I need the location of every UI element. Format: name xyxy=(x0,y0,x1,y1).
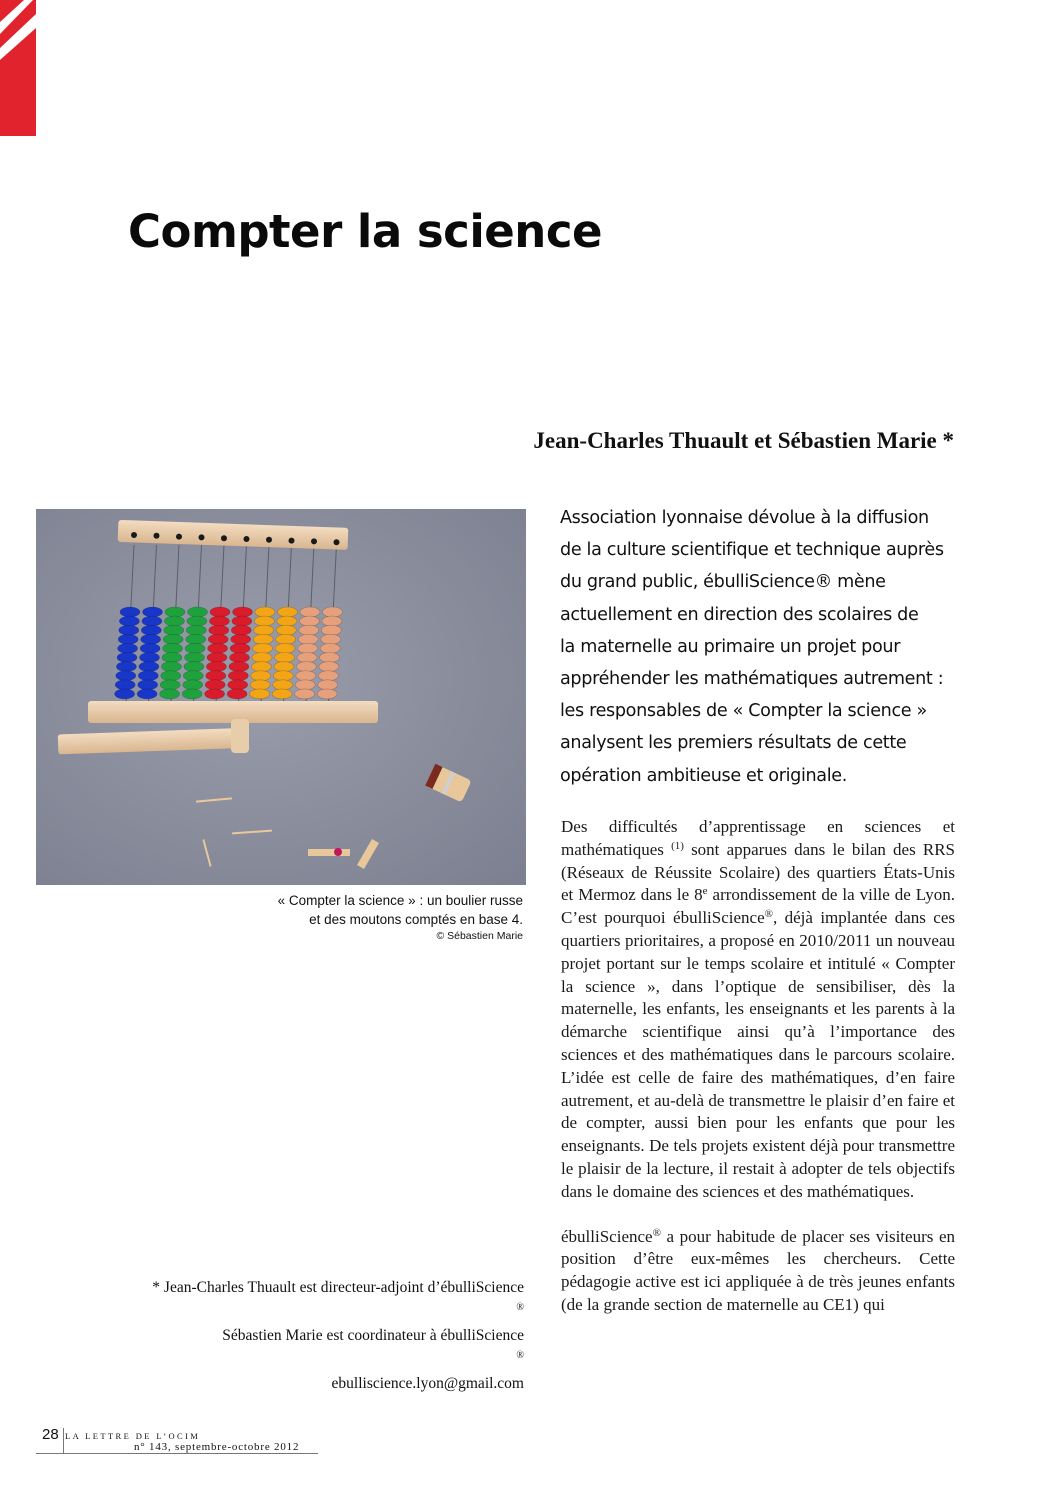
authors-byline: Jean-Charles Thuault et Sébastien Marie * xyxy=(533,428,954,453)
lead-line: appréhender les mathématiques autrement : xyxy=(560,669,944,690)
footnote-line-2: Sébastien Marie est coordinateur à ébulliScience ® xyxy=(222,1327,524,1361)
publication-name: LA LETTRE DE L’OCIM xyxy=(65,1431,201,1441)
lead-line: Association lyonnaise dévolue à la diffusion xyxy=(560,508,929,528)
lead-line: du grand public, ébulliScience® mène xyxy=(560,572,886,593)
body-paragraph-1: Des difficultés d’apprentissage en sciences et mathématiques $^{(1)}$ sont apparues dans le bilan des RRS (Réseaux de Réussite Scolaire) des quartiers États-Unis et Mermoz dans le 8e arrondissement de la ville de Lyon. C’est pourquoi ébulliScience®, déjà implantée dans ces quartiers prioritaires, a proposé en 2010/2011 un nouveau projet portant sur le temps scolaire et intitulé « Compter la science », dans l’optique de sensibiliser, dès la maternelle, les enfants, les enseignants et les parents à la démarche scientifique ainsi qu’à l’importance des sciences et des mathématiques dans le parcours scolaire. L’idée est celle de faire des mathématiques, d’en faire autrement, et au-delà de transmettre le plaisir d’en faire et de compter, aussi bien pour les enfants que pour les enseignants. De tels projets existent déjà pour transmettre le plaisir de la lecture, il restait à adopter de tels objectifs dans le domaine des sciences et des mathématiques. xyxy=(561,817,955,1201)
footnote-line-1: * Jean-Charles Thuault est directeur-adjoint d’ébulliScience ® xyxy=(152,1279,524,1313)
photo-credit: © Sébastien Marie xyxy=(436,930,523,942)
footer-divider-vertical xyxy=(63,1428,64,1454)
abacus-photo xyxy=(36,509,526,885)
page-number: 28 xyxy=(42,1426,59,1443)
lead-paragraph xyxy=(560,502,960,792)
photo-caption xyxy=(220,891,523,944)
registered-mark: ® xyxy=(764,908,773,921)
footnote-ref: (1) xyxy=(671,839,684,852)
registered-mark: ® xyxy=(652,1226,661,1239)
caption-line-1: « Compter la science » : un boulier russe xyxy=(277,893,523,908)
lead-line: de la culture scientifique et technique auprès xyxy=(560,540,944,561)
lead-line: analysent les premiers résultats de cette xyxy=(560,733,907,754)
contact-email[interactable]: ebulliscience.lyon@gmail.com xyxy=(331,1375,524,1392)
body-paragraph-2: ébulliScience® a pour habitude de placer ses visiteurs en position d’être eux-mêmes les chercheurs. Cette pédagogie active est ici appliquée à de très jeunes enfants (de la grande section de maternelle au CE1) qui xyxy=(561,1226,955,1314)
issue-info: n° 143, septembre-octobre 2012 xyxy=(134,1441,300,1453)
lead-line: opération ambitieuse et originale. xyxy=(560,765,847,786)
caption-line-2: et des moutons comptés en base 4. xyxy=(309,912,523,927)
page-title: Compter la science xyxy=(128,205,603,258)
corner-stripe-mark xyxy=(0,0,36,136)
footer-divider xyxy=(36,1453,318,1454)
lead-line: la maternelle au primaire un projet pour xyxy=(560,636,901,657)
author-footnote xyxy=(100,1276,524,1396)
article-body xyxy=(561,816,955,1317)
lead-line: actuellement en direction des scolaires de xyxy=(560,604,919,625)
lead-line: les responsables de « Compter la science » xyxy=(560,701,927,722)
